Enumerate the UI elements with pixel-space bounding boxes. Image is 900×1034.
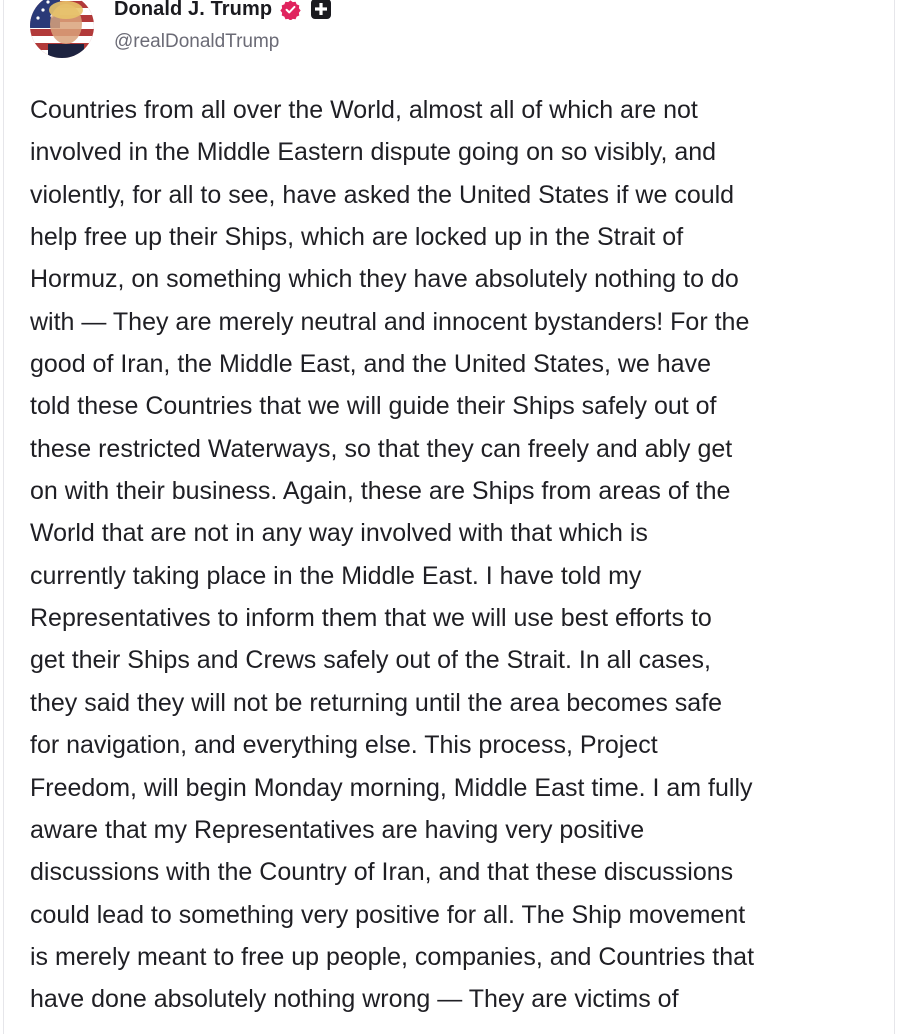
post-body-line: could lead to something very positive for all. The Ship movement	[30, 900, 746, 929]
post-body-line: currently taking place in the Middle East. I have told my	[30, 561, 642, 590]
post-body-line: involved in the Middle Eastern dispute going on so visibly, and	[30, 138, 717, 167]
avatar[interactable]	[30, 0, 94, 58]
post-body-line: World that are not in any way involved with that which is	[30, 519, 648, 548]
post-body-line: aware that my Representatives are having very positive	[30, 815, 645, 844]
post-body	[30, 89, 880, 1021]
post-body-line: told these Countries that we will guide their Ships safely out of	[30, 392, 717, 421]
post-card	[3, 0, 895, 1034]
author-handle[interactable]: @realDonaldTrump	[114, 31, 280, 52]
post-header	[30, 0, 630, 64]
verified-badge-icon	[280, 0, 301, 20]
post-body-line: good of Iran, the Middle East, and the United States, we have	[30, 350, 711, 379]
post-body-line: Freedom, will begin Monday morning, Middle East time. I am fully	[30, 773, 753, 802]
avatar-image	[30, 0, 94, 58]
post-body-line: on with their business. Again, these are Ships from areas of the	[30, 477, 731, 506]
post-body-line: for navigation, and everything else. This process, Project	[30, 731, 658, 760]
author-display-name[interactable]: Donald J. Trump	[114, 0, 273, 20]
post-body-line: is merely meant to free up people, companies, and Countries that	[30, 942, 755, 971]
post-body-line: Representatives to inform them that we will use best efforts to	[30, 604, 712, 633]
plus-square-icon	[311, 0, 331, 19]
post-body-line: help free up their Ships, which are locked up in the Strait of	[30, 223, 684, 252]
post-body-line: have done absolutely nothing wrong — They are victims of	[30, 985, 679, 1014]
post-body-line: these restricted Waterways, so that they can freely and ably get	[30, 434, 733, 463]
post-body-line: with — They are merely neutral and innocent bystanders! For the	[30, 307, 750, 336]
post-body-line: get their Ships and Crews safely out of the Strait. In all cases,	[30, 646, 711, 675]
post-body-line: Hormuz, on something which they have absolutely nothing to do	[30, 265, 739, 294]
post-body-line: violently, for all to see, have asked the United States if we could	[30, 180, 735, 209]
post-body-line: Countries from all over the World, almost all of which are not	[30, 96, 698, 124]
author-name-row	[114, 0, 331, 22]
post-body-line: discussions with the Country of Iran, and that these discussions	[30, 858, 734, 887]
post-body-line: they said they will not be returning until the area becomes safe	[30, 688, 723, 717]
